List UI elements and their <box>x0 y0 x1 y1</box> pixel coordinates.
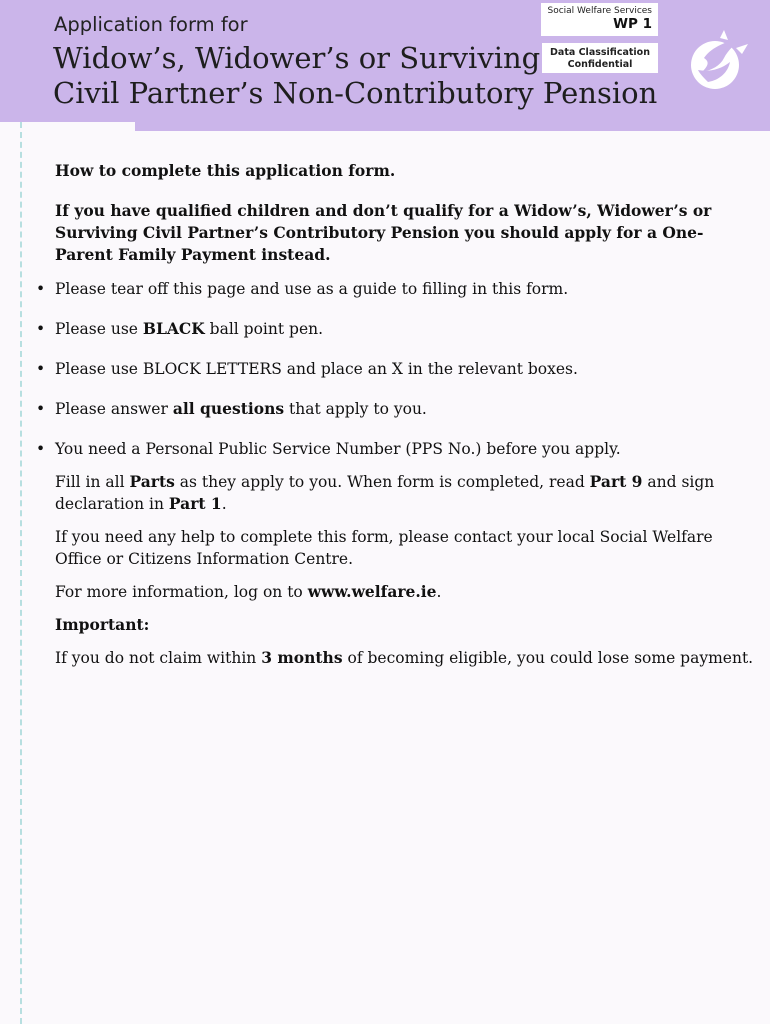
welfare-link[interactable]: www.welfare.ie <box>307 582 437 601</box>
form-title-line-2: Civil Partner’s Non-Contributory Pension <box>53 76 658 110</box>
bullet-black-pen: • Please use BLACK ball point pen. <box>55 318 760 340</box>
bullet-all-questions: • Please answer all questions that apply to you. <box>55 398 760 420</box>
instructions-heading: How to complete this application form. <box>55 161 396 180</box>
one-parent-notice: If you have qualified children and don’t qualify for a Widow’s, Widower’s or Surviving Civil Partner’s Contributory Pension you should apply for a One-Parent Family Payment instead. <box>55 201 712 264</box>
form-label: Application form for <box>54 13 248 36</box>
header-strip <box>135 122 770 131</box>
form-code: WP 1 <box>613 16 652 32</box>
claim-warning: If you do not claim within 3 months of becoming eligible, you could lose some payment. <box>55 648 754 667</box>
bullet-pps-number: • You need a Personal Public Service Number (PPS No.) before you apply. <box>55 438 760 460</box>
service-name: Social Welfare Services <box>547 6 652 16</box>
more-info: For more information, log on to www.welfare.ie. <box>55 582 442 601</box>
black-emphasis: BLACK <box>142 319 205 338</box>
instructions <box>55 160 760 669</box>
data-classification-box <box>542 43 658 73</box>
parts-instruction: Fill in all Parts as they apply to you. When form is completed, read Part 9 and sign declaration in Part 1. <box>55 472 715 513</box>
classification-label: Data Classification <box>550 47 650 58</box>
form-title-line-1: Widow’s, Widower’s or Surviving <box>53 41 541 75</box>
all-questions-emphasis: all questions <box>172 399 285 418</box>
tear-off-line <box>20 122 22 1024</box>
classification-value: Confidential <box>567 58 633 70</box>
harp-bird-logo-icon <box>684 28 750 94</box>
form-code-box <box>541 3 658 36</box>
important-label: Important: <box>55 615 150 634</box>
help-text: If you need any help to complete this form, please contact your local Social Welfare Office or Citizens Information Centre. <box>55 528 713 568</box>
bullet-tear-off: • Please tear off this page and use as a guide to filling in this form. <box>55 278 760 300</box>
bullet-block-letters: • Please use BLOCK LETTERS and place an X in the relevant boxes. <box>55 358 760 380</box>
